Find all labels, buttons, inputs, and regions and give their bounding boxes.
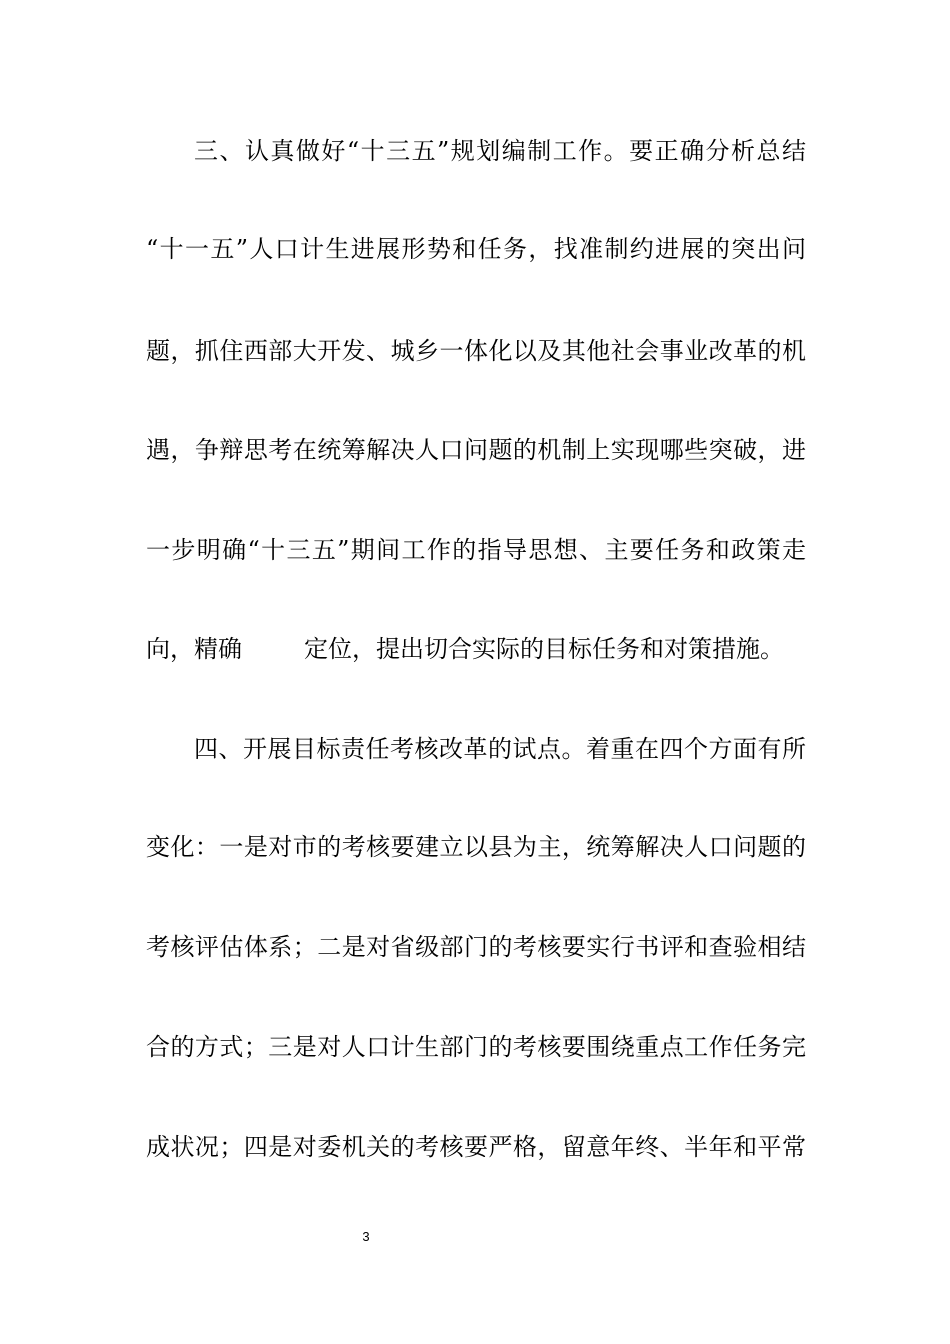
paragraph-four-line-5: 成状况；四是对委机关的考核要严格，留意年终、半年和平常 (146, 1133, 806, 1161)
paragraph-three-line-4: 遇，争辩思考在统筹解决人口问题的机制上实现哪些突破，进 (146, 436, 806, 464)
paragraph-four-line-1: 四、开展目标责任考核改革的试点。着重在四个方面有所 (194, 735, 806, 763)
paragraph-three-line-1: 三、认真做好“十三五”规划编制工作。要正确分析总结 (194, 137, 806, 165)
line-6-start: 向，精确 (146, 635, 242, 663)
paragraph-three-line-2: “十一五”人口计生进展形势和任务，找准制约进展的突出问 (146, 235, 806, 263)
page-number: 3 (362, 1229, 370, 1244)
paragraph-three-line-6 (146, 634, 806, 664)
paragraph-four-line-2: 变化：一是对市的考核要建立以县为主，统筹解决人口问题的 (146, 833, 806, 861)
paragraph-three-line-5: 一步明确“十三五”期间工作的指导思想、主要任务和政策走 (146, 536, 806, 564)
paragraph-four-line-3: 考核评估体系；二是对省级部门的考核要实行书评和查验相结 (146, 933, 806, 961)
paragraph-three-line-3: 题，抓住西部大开发、城乡一体化以及其他社会事业改革的机 (146, 337, 806, 365)
line-6-end: 定位，提出切合实际的目标任务和对策措施。 (304, 635, 784, 663)
paragraph-four-line-4: 合的方式；三是对人口计生部门的考核要围绕重点工作任务完 (146, 1033, 806, 1061)
